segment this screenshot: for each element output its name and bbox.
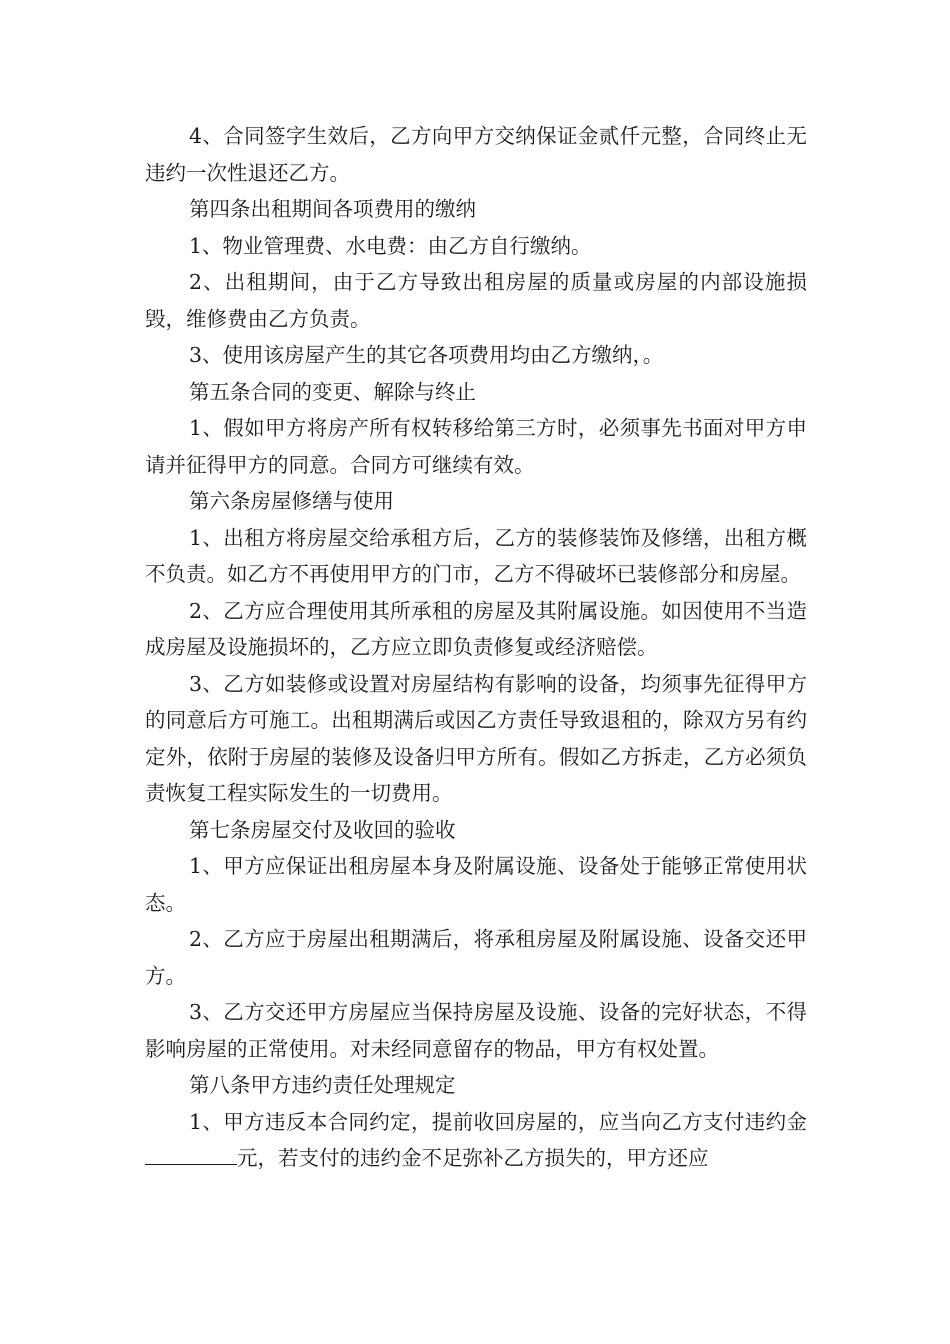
article-6-item-2: 2、乙方应合理使用其所承租的房屋及其附属设施。如因使用不当造成房屋及设施损坏的，乙方应立即负责修复或经济赔偿。	[145, 598, 807, 659]
article-7-heading: 第七条房屋交付及收回的验收	[189, 817, 456, 842]
article-4-item-2: 2、出租期间，由于乙方导致出租房屋的质量或房屋的内部设施损毁，维修费由乙方负责。	[145, 270, 807, 331]
penalty-amount-blank	[145, 1144, 237, 1166]
article-7-item-2: 2、乙方应于房屋出租期满后，将承租房屋及附属设施、设备交还甲方。	[145, 927, 807, 988]
article-6-item-1: 1、出租方将房屋交给承租方后，乙方的装修装饰及修缮，出租方概不负责。如乙方不再使用甲方的门市，乙方不得破坏已装修部分和房屋。	[145, 525, 807, 586]
article-8-heading: 第八条甲方违约责任处理规定	[189, 1073, 456, 1097]
article-4-item-1: 1、物业管理费、水电费：由乙方自行缴纳。	[189, 233, 592, 258]
article-6-item-3: 3、乙方如装修或设置对房屋结构有影响的设备，均须事先征得甲方的同意后方可施工。出租期满后或因乙方责任导致退租的，除双方另有约定外，依附于房屋的装修及设备归甲方所有。假如乙方拆走，乙方必须负责恢复工程实际发生的一切费用。	[145, 671, 807, 805]
clause-3-item-4: 4、合同签字生效后，乙方向甲方交纳保证金贰仟元整，合同终止无违约一次性退还乙方。	[145, 124, 807, 185]
article-6-heading: 第六条房屋修缮与使用	[189, 489, 394, 513]
contract-body	[145, 118, 807, 1177]
article-8-item-1-text-before: 1、甲方违反本合同约定，提前收回房屋的，应当向乙方支付违约金	[189, 1109, 807, 1134]
article-4-item-3: 3、使用该房屋产生的其它各项费用均由乙方缴纳，。	[189, 343, 664, 367]
article-4-heading: 第四条出租期间各项费用的缴纳	[189, 197, 476, 221]
article-8-item-1	[145, 1104, 807, 1177]
article-5-item-1: 1、假如甲方将房产所有权转移给第三方时，必须事先书面对甲方申请并征得甲方的同意。合同方可继续有效。	[145, 416, 807, 477]
article-5-heading: 第五条合同的变更、解除与终止	[189, 379, 476, 404]
article-7-item-3: 3、乙方交还甲方房屋应当保持房屋及设施、设备的完好状态，不得影响房屋的正常使用。对未经同意留存的物品，甲方有权处置。	[145, 1000, 807, 1061]
article-7-item-1: 1、甲方应保证出租房屋本身及附属设施、设备处于能够正常使用状态。	[145, 854, 807, 915]
article-8-item-1-text-after: 元，若支付的违约金不足弥补乙方损失的，甲方还应	[237, 1146, 709, 1170]
